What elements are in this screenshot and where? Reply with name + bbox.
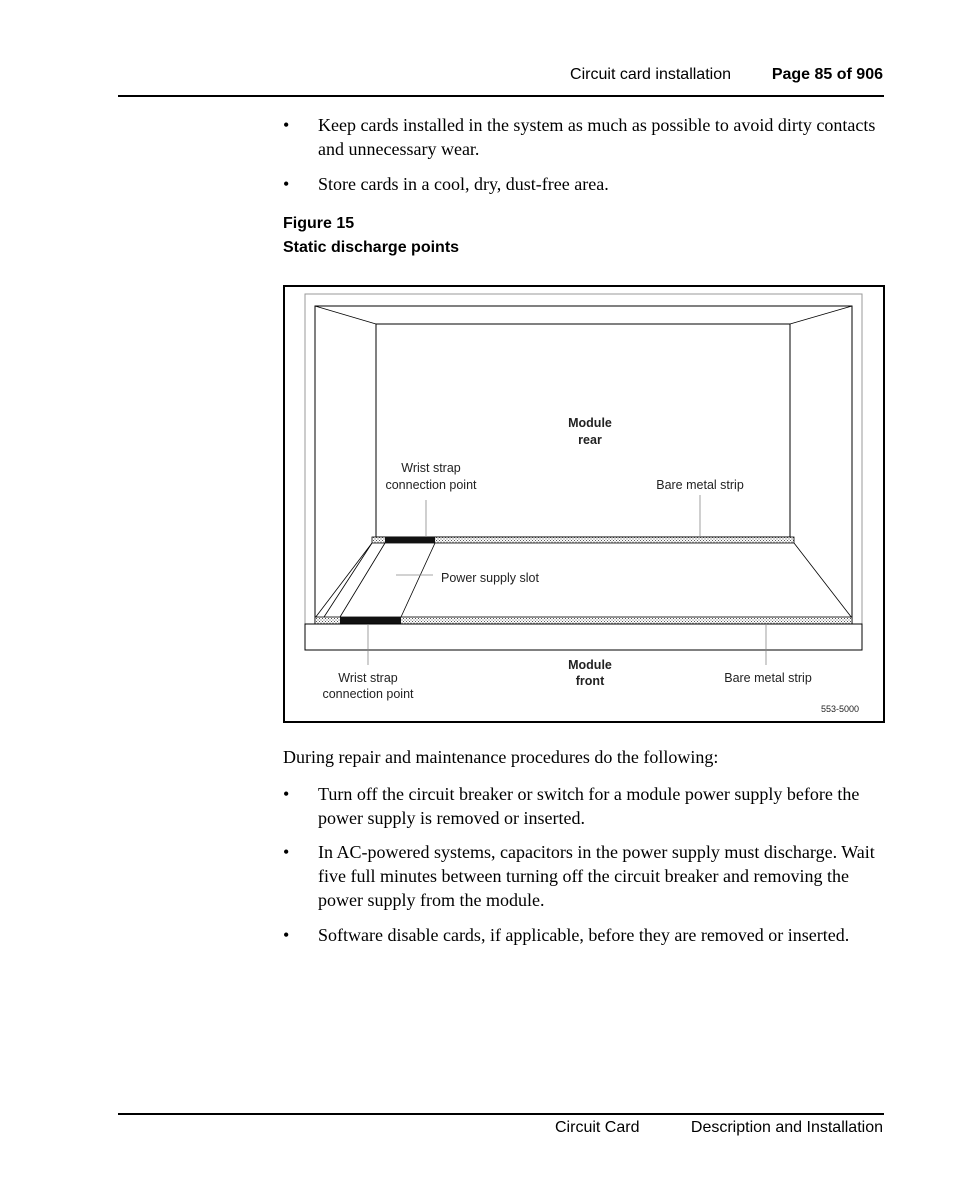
wrist-strap-bottom-label: connection point [322,687,414,701]
header-page-number: Page 85 of 906 [771,66,883,83]
module-rear-label: Module [568,416,612,430]
bullet-glyph: • [283,174,290,194]
figure-number: Figure 15 [283,215,355,232]
footer-document-subtitle: Description and Installation [690,1119,883,1136]
static-discharge-diagram [283,285,885,723]
module-front-panel [305,624,862,650]
bare-metal-top-label: Bare metal strip [656,478,744,492]
wrist-strap-top-label: Wrist strap [401,461,461,475]
wrist-strap-bottom-label: Wrist strap [338,671,398,685]
header-rule [118,95,884,97]
module-front-label: Module [568,658,612,672]
figure-title: Static discharge points [283,239,460,256]
power-supply-slot-label: Power supply slot [441,571,539,585]
wrist-strap-top-label: connection point [385,478,477,492]
intro-paragraph: During repair and maintenance procedures do the following: [283,747,719,767]
front-wrist-strap-point [340,617,401,624]
figure-code: 553-5000 [820,704,859,714]
rear-bare-metal-strip [372,537,794,543]
bare-metal-bottom-label: Bare metal strip [724,671,812,685]
bullet-glyph: • [283,842,290,862]
header-section-title: Circuit card installation [570,66,731,83]
module-front-label: front [575,674,605,688]
bullet-text: Turn off the circuit breaker or switch for a module power supply before the power supply is removed or inserted. [318,784,860,828]
rear-wrist-strap-point [385,537,435,543]
bullet-glyph: • [283,115,290,135]
footer-document-title: Circuit Card [555,1119,640,1136]
bullet-text: Store cards in a cool, dry, dust-free area. [318,174,609,194]
bullet-glyph: • [283,925,290,945]
bullet-text: In AC-powered systems, capacitors in the power supply must discharge. Wait five full minutes between turning off the circuit breaker and removing the power supply from the module. [318,842,875,910]
module-rear-label: rear [578,433,602,447]
footer-rule [118,1113,884,1115]
bullet-text: Keep cards installed in the system as much as possible to avoid dirty contacts and unnecessary wear. [318,115,876,159]
figure-frame [284,286,884,722]
bullet-text: Software disable cards, if applicable, before they are removed or inserted. [318,925,850,945]
bullet-glyph: • [283,784,290,804]
